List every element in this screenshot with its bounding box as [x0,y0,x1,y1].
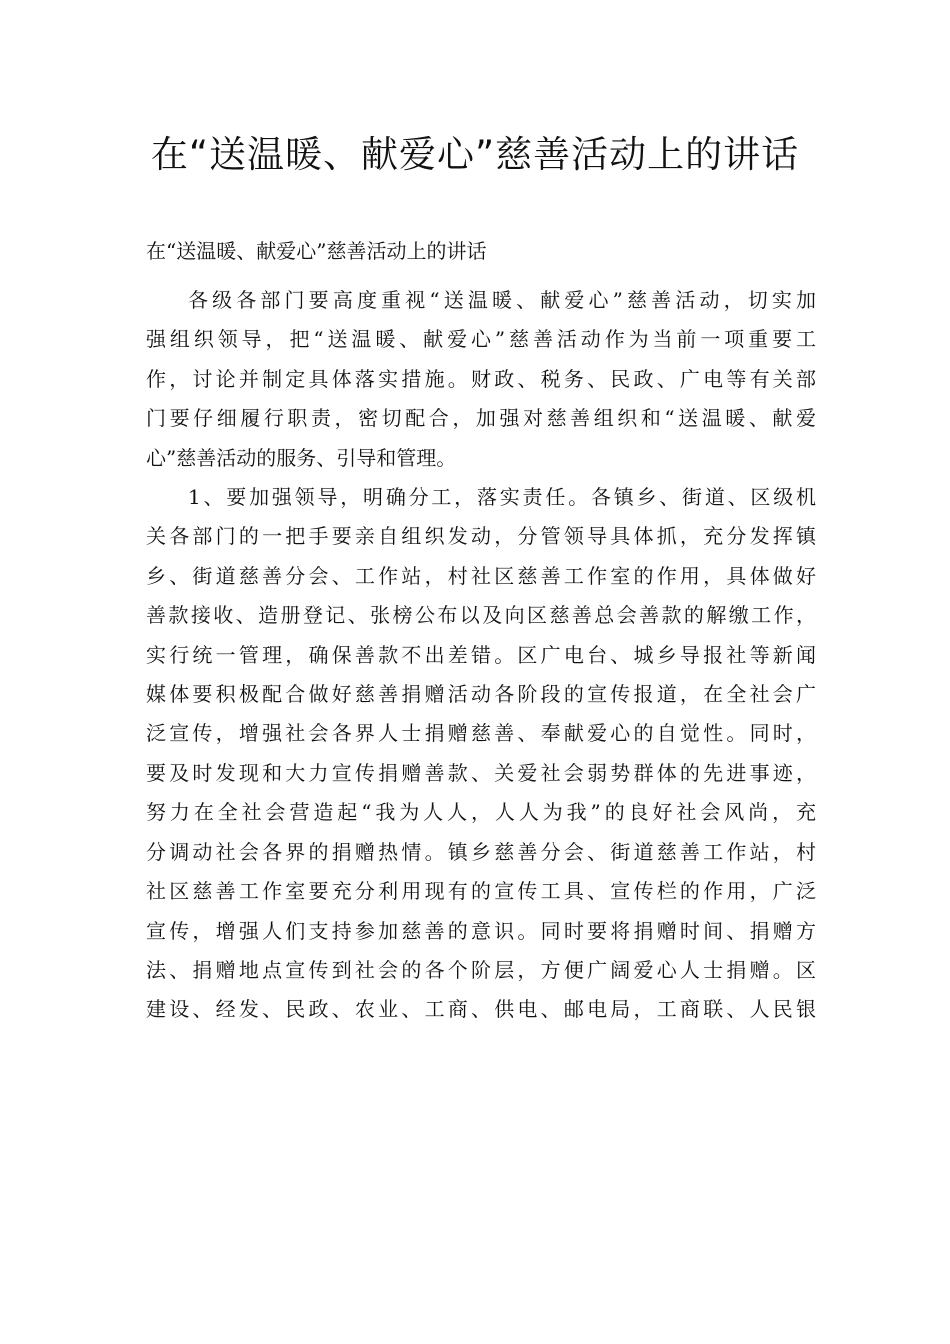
text-line: 分调动社会各界的捐赠热情。镇乡慈善分会、街道慈善工作站，村 [146,839,816,864]
text-line: 善款接收、造册登记、张榜公布以及向区慈善总会善款的解缴工作， [146,603,816,628]
text-line: 乡、街道慈善分会、工作站，村社区慈善工作室的作用，具体做好 [146,563,816,588]
text-line: 建设、经发、民政、农业、工商、供电、邮电局，工商联、人民银 [146,997,816,1022]
text-line: 努力在全社会营造起“我为人人，人人为我”的良好社会风尚，充 [146,800,816,825]
text-line: 强组织领导，把“送温暖、献爱心”慈善活动作为当前一项重要工 [146,327,816,352]
text-line: 媒体要积极配合做好慈善捐赠活动各阶段的宣传报道，在全社会广 [146,682,816,707]
text-line: 法、捐赠地点宣传到社会的各个阶层，方便广阔爱心人士捐赠。区 [146,957,816,982]
paragraph [146,281,816,478]
text-line: 各级各部门要高度重视“送温暖、献爱心”慈善活动，切实加 [188,288,816,312]
text-line: 门要仔细履行职责，密切配合，加强对慈善组织和“送温暖、献爱 [146,406,816,431]
text-line: 宣传，增强人们支持参加慈善的意识。同时要将捐赠时间、捐赠方 [146,918,816,943]
paragraph [146,478,816,1030]
document-body [146,281,816,1030]
text-line: 心”慈善活动的服务、引导和管理。 [146,445,457,470]
text-line: 社区慈善工作室要充分利用现有的宣传工具、宣传栏的作用，广泛 [146,879,816,904]
document-subtitle: 在“送温暖、献爱心”慈善活动上的讲话 [146,239,487,263]
text-line: 作，讨论并制定具体落实措施。财政、税务、民政、广电等有关部 [146,366,816,391]
document-title: 在“送温暖、献爱心”慈善活动上的讲话 [150,133,800,176]
text-line: 要及时发现和大力宣传捐赠善款、关爱社会弱势群体的先进事迹， [146,760,816,785]
text-line: 泛宣传，增强社会各界人士捐赠慈善、奉献爱心的自觉性。同时， [146,721,816,746]
text-line: 实行统一管理，确保善款不出差错。区广电台、城乡导报社等新闻 [146,642,816,667]
text-line: 1、要加强领导，明确分工，落实责任。各镇乡、街道、区级机 [188,485,816,510]
text-line: 关各部门的一把手要亲自组织发动，分管领导具体抓，充分发挥镇 [146,524,816,549]
